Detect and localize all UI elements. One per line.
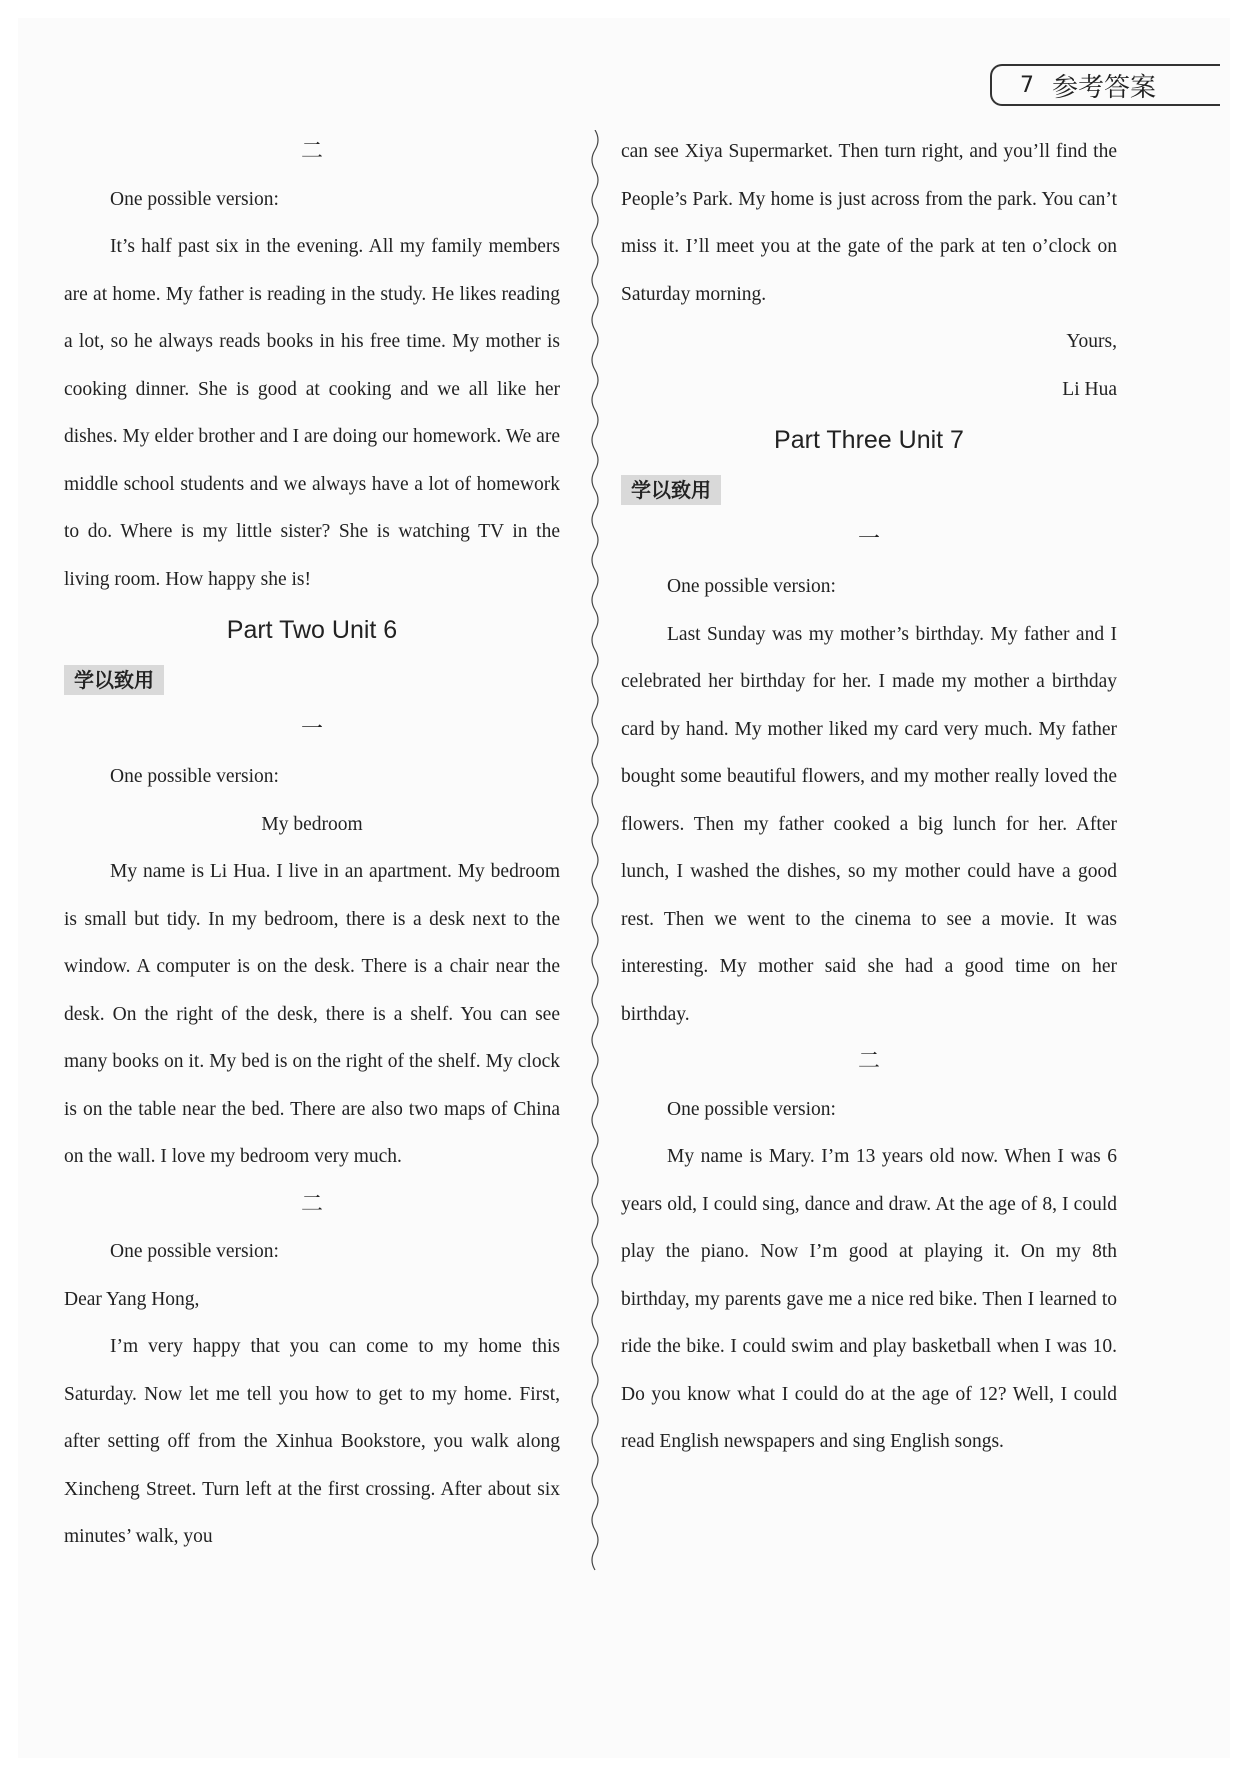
- version-label: One possible version:: [667, 1098, 836, 1120]
- essay-paragraph: It’s half past six in the evening. All my family members are at home. My father is reading in the study. He likes reading a lot, so he always reads books in his free time. My mother is cooking dinner. She is good at cooking and we all like her dishes. My elder brother and I are doing our homework. We are middle school students and we always have a lot of homework to do. Where is my little sister? She is watching TV in the living room. How happy she is!: [64, 236, 560, 590]
- essay-paragraph: Last Sunday was my mother’s birthday. My father and I celebrated her birthday for her. I made my mother a birthday card by hand. My mother liked my card very much. My father bought some beautiful flowers, and my mother really loved the flowers. Then my father cooked a big lunch for her. After lunch, I washed the dishes, so my mother could have a good rest. Then we went to the cinema to see a movie. It was interesting. My mother said she had a good time on her birthday.: [621, 623, 1117, 1025]
- left-column: [64, 128, 560, 1561]
- letter-salutation: Dear Yang Hong,: [64, 1288, 200, 1310]
- section-number: 二: [300, 139, 323, 164]
- section-number: 一: [300, 716, 323, 742]
- essay-paragraph: My name is Li Hua. I live in an apartment. My bedroom is small but tidy. In my bedroom, there is a desk next to the window. A computer is on the desk. There is a chair near the desk. On the right of the desk, there is a shelf. You can see many books on it. My bed is on the right of the shelf. My clock is on the table near the bed. There are also two maps of China on the wall. I love my bedroom very much.: [64, 861, 560, 1167]
- essay-heading: My bedroom: [261, 813, 363, 835]
- page-number: 7: [1020, 72, 1034, 98]
- version-label: One possible version:: [110, 1241, 279, 1262]
- column-divider: [588, 130, 602, 1640]
- essay-paragraph: can see Xiya Supermarket. Then turn right, and you’ll find the People’s Park. My home is just across from the park. You can’t miss it. I’ll meet you at the gate of the park at ten o’clock on Saturday morning.: [621, 141, 1117, 305]
- page-header: [990, 64, 1220, 106]
- version-label: One possible version:: [667, 576, 836, 597]
- section-number: 二: [300, 1191, 323, 1217]
- section-tag: 学以致用: [621, 475, 721, 505]
- version-label: One possible version:: [110, 188, 279, 210]
- right-column: [621, 128, 1117, 1466]
- version-label: One possible version:: [110, 766, 279, 787]
- part-title: Part Three Unit 7: [774, 426, 964, 454]
- essay-paragraph: My name is Mary. I’m 13 years old now. When I was 6 years old, I could sing, dance and draw. At the age of 8, I could play the piano. Now I’m good at playing it. On my 8th birthday, my parents gave me a nice red bike. Then I learned to ride the bike. I could swim and play basketball when I was 10. Do you know what I could do at the age of 12? Well, I could read English newspapers and sing English songs.: [621, 1146, 1117, 1452]
- section-number: 二: [857, 1049, 880, 1074]
- section-number: 一: [857, 526, 880, 552]
- letter-signature: Li Hua: [1062, 378, 1117, 400]
- section-tag: 学以致用: [64, 665, 164, 695]
- essay-paragraph: I’m very happy that you can come to my home this Saturday. Now let me tell you how to get to my home. First, after setting off from the Xinhua Bookstore, you walk along Xincheng Street. Turn left at the first crossing. After about six minutes’ walk, you: [64, 1336, 560, 1547]
- header-title: 参考答案: [1052, 72, 1157, 103]
- part-title: Part Two Unit 6: [226, 616, 398, 644]
- letter-closing: Yours,: [1066, 331, 1117, 352]
